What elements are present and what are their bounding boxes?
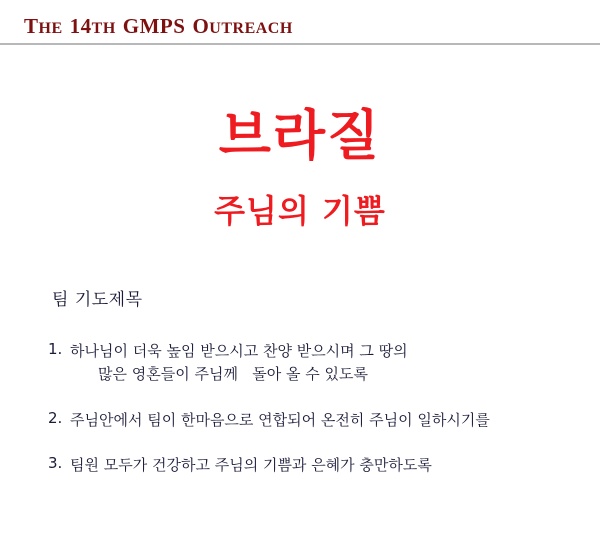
page-subtitle: 주님의 기쁨 [214, 192, 386, 230]
list-item-number: 3. [48, 453, 63, 472]
list-item-number: 2. [48, 408, 63, 427]
list-item-body [70, 340, 584, 387]
header-segment: UTREACH [209, 20, 293, 37]
header-segment: T [24, 14, 39, 38]
list-item-line: 많은 영혼들이 주님께 돌아 올 수 있도록 [98, 365, 368, 384]
list-item-body [70, 454, 584, 477]
list-item [44, 340, 584, 387]
header-segment: TH [91, 20, 116, 37]
header-segment: O [192, 14, 210, 38]
header-segment: HE [38, 20, 63, 37]
list-item [44, 409, 584, 432]
header-divider [0, 43, 600, 45]
list-item-line: 하나님이 더욱 높임 받으시고 찬양 받으시며 그 땅의 [70, 342, 408, 360]
list-item-body [70, 409, 584, 432]
section-title: 팀 기도제목 [52, 290, 143, 310]
list-item [44, 454, 584, 477]
list-item-line: 주님안에서 팀이 한마음으로 연합되어 온전히 주님이 일하시기를 [70, 410, 490, 429]
prayer-list [44, 340, 584, 499]
list-item-number: 1. [48, 340, 63, 358]
slide-header [24, 14, 293, 39]
list-item-line: 팀원 모두가 건강하고 주님의 기쁨과 은혜가 충만하도록 [70, 455, 432, 474]
page-title: 브라질 [218, 104, 382, 167]
header-segment: GMPS [122, 14, 186, 38]
header-segment: 14 [69, 14, 92, 38]
